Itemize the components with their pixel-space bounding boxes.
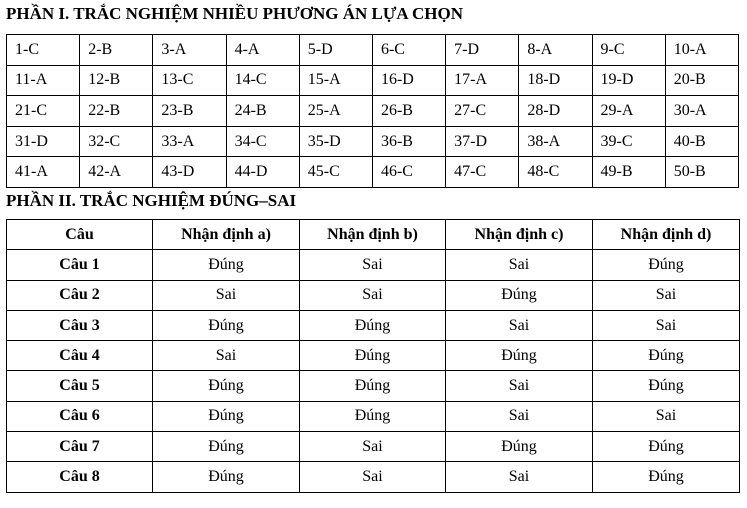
table-row — [7, 96, 739, 127]
verdict-cell: Sai — [300, 280, 446, 310]
answer-cell: 13-C — [153, 65, 226, 96]
verdict-cell: Sai — [153, 280, 300, 310]
answer-cell: 20-B — [665, 65, 738, 96]
answer-cell: 49-B — [592, 157, 665, 188]
table-row — [7, 126, 739, 157]
table-row — [7, 371, 740, 401]
answer-cell: 15-A — [299, 65, 372, 96]
answer-cell: 32-C — [80, 126, 153, 157]
question-label: Câu 6 — [7, 401, 153, 431]
column-header: Nhận định c) — [446, 220, 593, 250]
answer-cell: 47-C — [446, 157, 519, 188]
column-header: Câu — [7, 220, 153, 250]
answer-cell: 24-B — [226, 96, 299, 127]
answer-cell: 46-C — [372, 157, 445, 188]
answer-cell: 27-C — [446, 96, 519, 127]
verdict-cell: Đúng — [300, 341, 446, 371]
answer-cell: 7-D — [446, 35, 519, 66]
answer-cell: 18-D — [519, 65, 592, 96]
verdict-cell: Đúng — [593, 371, 740, 401]
verdict-cell: Đúng — [153, 371, 300, 401]
column-header: Nhận định d) — [593, 220, 740, 250]
multiple-choice-answer-table — [6, 34, 739, 188]
answer-cell: 30-A — [665, 96, 738, 127]
verdict-cell: Đúng — [153, 462, 300, 492]
answer-cell: 1-C — [7, 35, 80, 66]
table-row — [7, 35, 739, 66]
answer-cell: 36-B — [372, 126, 445, 157]
question-label: Câu 2 — [7, 280, 153, 310]
verdict-cell: Đúng — [300, 401, 446, 431]
verdict-cell: Đúng — [593, 462, 740, 492]
part2-title: PHẦN II. TRẮC NGHIỆM ĐÚNG–SAI — [6, 191, 297, 210]
question-label: Câu 8 — [7, 462, 153, 492]
question-label: Câu 7 — [7, 432, 153, 462]
table-row — [7, 310, 740, 340]
answer-cell: 40-B — [665, 126, 738, 157]
verdict-cell: Đúng — [593, 432, 740, 462]
verdict-cell: Sai — [593, 401, 740, 431]
verdict-cell: Sai — [446, 462, 593, 492]
table-row — [7, 280, 740, 310]
verdict-cell: Sai — [446, 310, 593, 340]
verdict-cell: Sai — [300, 462, 446, 492]
verdict-cell: Sai — [300, 250, 446, 280]
answer-cell: 16-D — [372, 65, 445, 96]
answer-cell: 5-D — [299, 35, 372, 66]
answer-cell: 34-C — [226, 126, 299, 157]
answer-cell: 28-D — [519, 96, 592, 127]
question-label: Câu 1 — [7, 250, 153, 280]
answer-cell: 44-D — [226, 157, 299, 188]
verdict-cell: Sai — [446, 371, 593, 401]
answer-cell: 45-C — [299, 157, 372, 188]
answer-cell: 17-A — [446, 65, 519, 96]
part1-title: PHẦN I. TRẮC NGHIỆM NHIỀU PHƯƠNG ÁN LỰA CHỌN — [6, 4, 463, 23]
answer-cell: 41-A — [7, 157, 80, 188]
answer-cell: 26-B — [372, 96, 445, 127]
verdict-cell: Sai — [446, 401, 593, 431]
answer-cell: 37-D — [446, 126, 519, 157]
table-row — [7, 65, 739, 96]
answer-cell: 43-D — [153, 157, 226, 188]
verdict-cell: Sai — [153, 341, 300, 371]
answer-cell: 31-D — [7, 126, 80, 157]
verdict-cell: Sai — [593, 280, 740, 310]
answer-cell: 10-A — [665, 35, 738, 66]
question-label: Câu 5 — [7, 371, 153, 401]
verdict-cell: Sai — [593, 310, 740, 340]
table-header-row — [7, 220, 740, 250]
true-false-answer-table — [6, 219, 740, 493]
table-row — [7, 432, 740, 462]
table-row — [7, 341, 740, 371]
table-row — [7, 401, 740, 431]
answer-cell: 39-C — [592, 126, 665, 157]
answer-cell: 23-B — [153, 96, 226, 127]
answer-cell: 35-D — [299, 126, 372, 157]
answer-cell: 6-C — [372, 35, 445, 66]
verdict-cell: Sai — [300, 432, 446, 462]
verdict-cell: Đúng — [300, 371, 446, 401]
table-row — [7, 157, 739, 188]
answer-cell: 11-A — [7, 65, 80, 96]
answer-cell: 14-C — [226, 65, 299, 96]
answer-cell: 21-C — [7, 96, 80, 127]
answer-cell: 19-D — [592, 65, 665, 96]
verdict-cell: Đúng — [153, 250, 300, 280]
table-row — [7, 462, 740, 492]
verdict-cell: Đúng — [153, 310, 300, 340]
answer-cell: 33-A — [153, 126, 226, 157]
answer-cell: 8-A — [519, 35, 592, 66]
answer-cell: 48-C — [519, 157, 592, 188]
answer-cell: 42-A — [80, 157, 153, 188]
answer-cell: 50-B — [665, 157, 738, 188]
answer-cell: 2-B — [80, 35, 153, 66]
answer-cell: 4-A — [226, 35, 299, 66]
answer-cell: 38-A — [519, 126, 592, 157]
question-label: Câu 3 — [7, 310, 153, 340]
verdict-cell: Đúng — [300, 310, 446, 340]
answer-cell: 22-B — [80, 96, 153, 127]
verdict-cell: Sai — [446, 250, 593, 280]
column-header: Nhận định b) — [300, 220, 446, 250]
answer-cell: 12-B — [80, 65, 153, 96]
verdict-cell: Đúng — [593, 341, 740, 371]
verdict-cell: Đúng — [446, 432, 593, 462]
verdict-cell: Đúng — [446, 280, 593, 310]
verdict-cell: Đúng — [593, 250, 740, 280]
column-header: Nhận định a) — [153, 220, 300, 250]
answer-cell: 29-A — [592, 96, 665, 127]
answer-cell: 25-A — [299, 96, 372, 127]
verdict-cell: Đúng — [446, 341, 593, 371]
answer-cell: 9-C — [592, 35, 665, 66]
verdict-cell: Đúng — [153, 432, 300, 462]
question-label: Câu 4 — [7, 341, 153, 371]
verdict-cell: Đúng — [153, 401, 300, 431]
answer-cell: 3-A — [153, 35, 226, 66]
table-row — [7, 250, 740, 280]
